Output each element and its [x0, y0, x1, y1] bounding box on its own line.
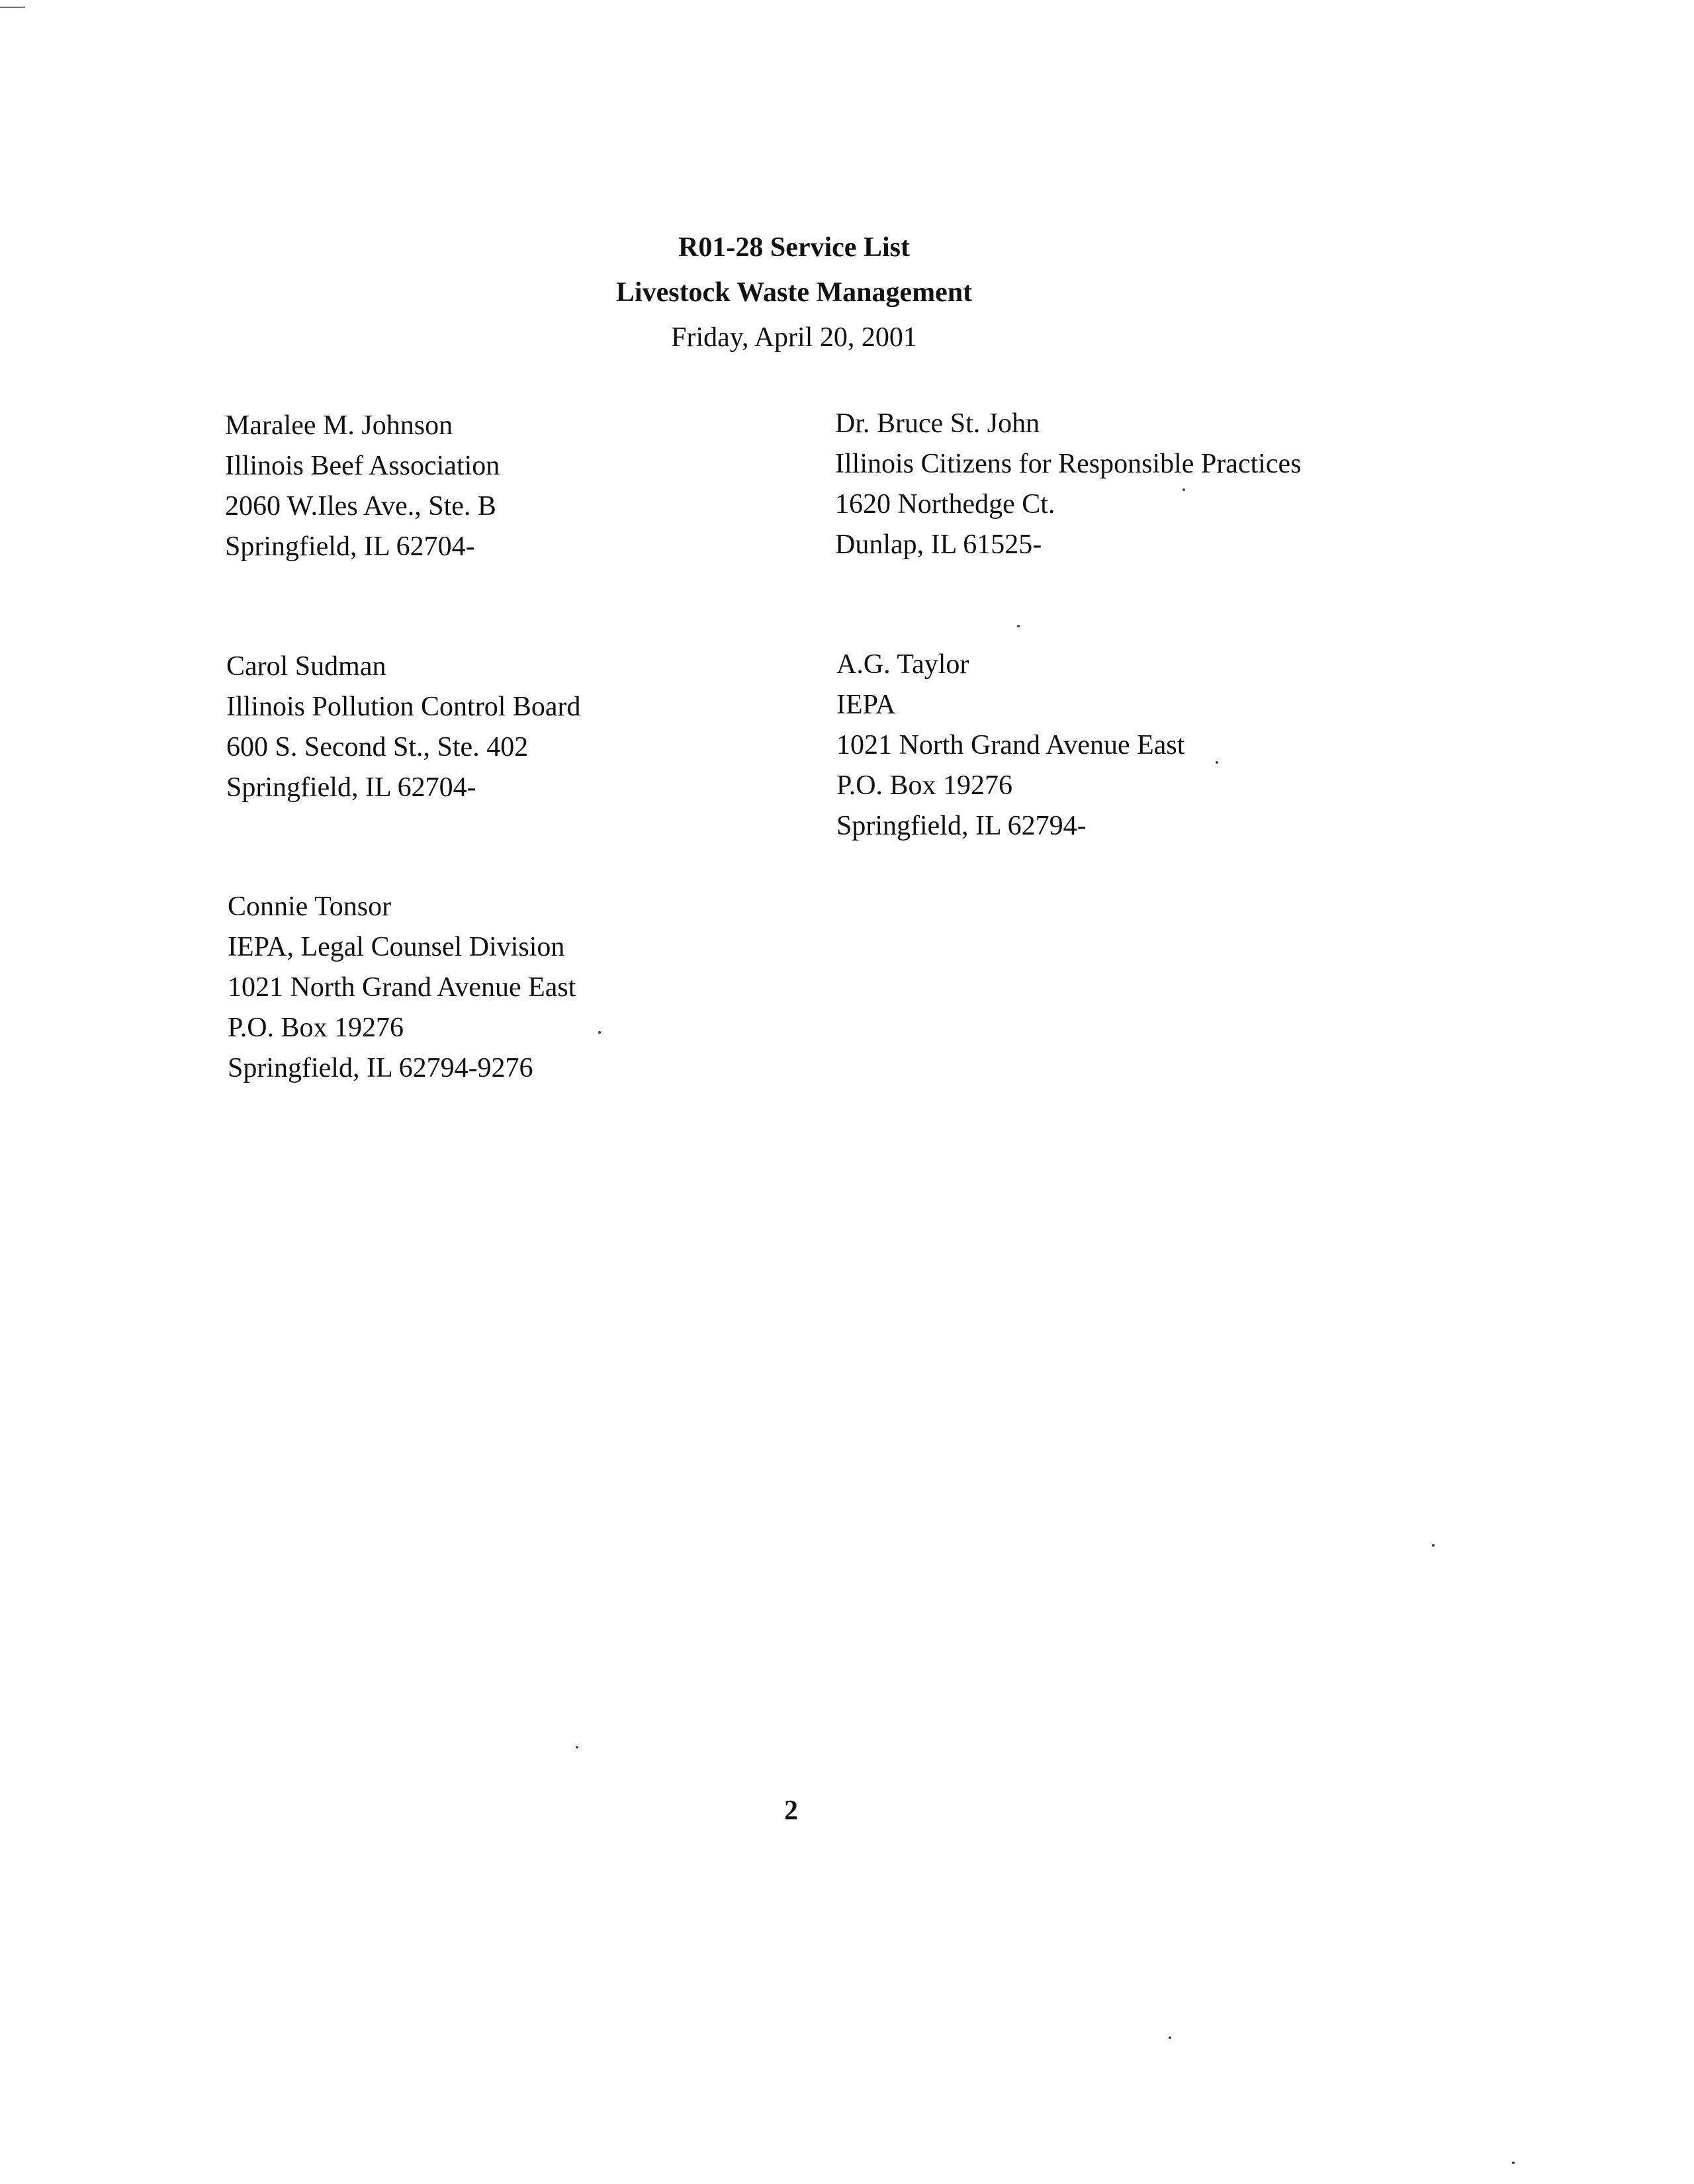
entry-name: Maralee M. Johnson — [225, 410, 453, 441]
entry-street: 600 S. Second St., Ste. 402 — [226, 732, 529, 762]
scan-mark — [0, 7, 25, 8]
entry-city: Dunlap, IL 61525- — [835, 529, 1042, 560]
entry-city: Springfield, IL 62704- — [225, 531, 475, 562]
document-date: Friday, April 20, 2001 — [671, 322, 917, 353]
service-entry — [836, 645, 1184, 846]
entry-name: Dr. Bruce St. John — [835, 408, 1040, 439]
entry-organization: IEPA, Legal Counsel Division — [228, 932, 565, 962]
entry-city: Springfield, IL 62794- — [836, 811, 1087, 841]
service-entry — [228, 887, 576, 1089]
entry-organization: Illinois Pollution Control Board — [226, 692, 581, 722]
entry-street: 1021 North Grand Avenue East — [228, 972, 576, 1003]
page-number: 2 — [784, 1796, 798, 1826]
entry-po-box: P.O. Box 19276 — [228, 1013, 404, 1043]
scan-speck — [576, 1746, 578, 1749]
service-entry — [225, 406, 500, 567]
entry-name: Connie Tonsor — [228, 891, 392, 922]
scan-speck — [1216, 761, 1218, 764]
entry-city: Springfield, IL 62794-9276 — [228, 1053, 533, 1083]
entry-po-box: P.O. Box 19276 — [836, 770, 1013, 801]
entry-name: Carol Sudman — [226, 651, 386, 682]
entry-name: A.G. Taylor — [836, 649, 969, 680]
entry-organization: Illinois Beef Association — [225, 451, 500, 481]
service-entry — [835, 404, 1302, 565]
entry-city: Springfield, IL 62704- — [226, 772, 476, 803]
scan-speck — [1182, 488, 1185, 491]
entry-street: 1021 North Grand Avenue East — [836, 730, 1185, 760]
scan-speck — [598, 1031, 601, 1034]
scan-speck — [1169, 2036, 1171, 2039]
entry-street: 1620 Northedge Ct. — [835, 489, 1055, 520]
entry-organization: IEPA — [836, 690, 896, 720]
service-entry — [226, 647, 581, 808]
entry-organization: Illinois Citizens for Responsible Practices — [835, 449, 1302, 479]
document-header — [0, 225, 1588, 360]
document-title: R01-28 Service List — [678, 232, 910, 263]
scan-speck — [1432, 1544, 1435, 1547]
entry-street: 2060 W.Iles Ave., Ste. B — [225, 491, 496, 522]
scan-speck — [1512, 2161, 1515, 2164]
scan-speck — [1017, 625, 1020, 627]
document-subtitle: Livestock Waste Management — [615, 277, 973, 308]
